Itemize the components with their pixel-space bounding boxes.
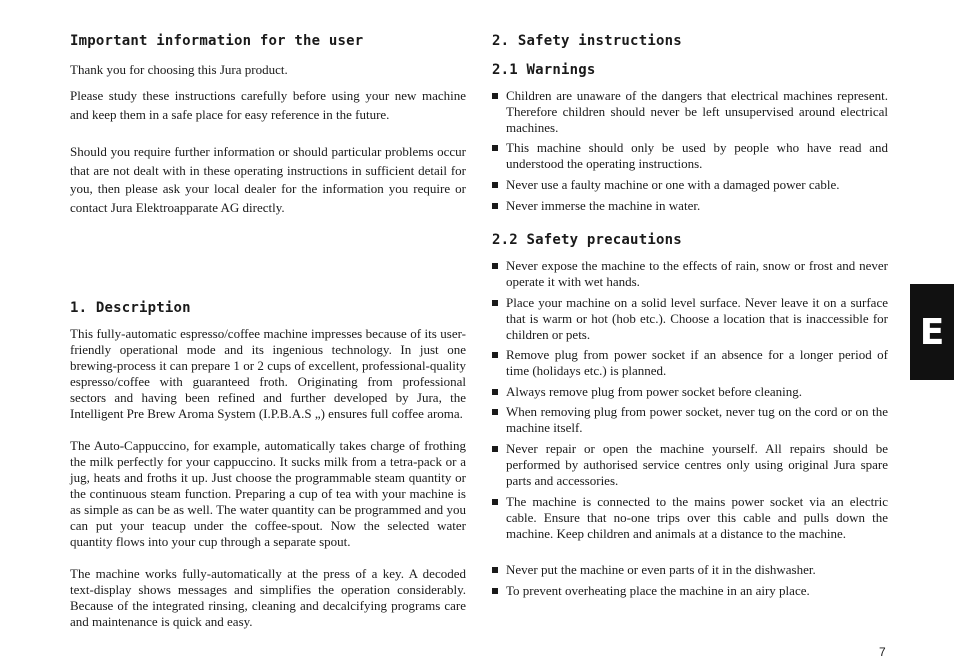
list-item: Never immerse the machine in water. xyxy=(492,198,888,214)
list-item: Never use a faulty machine or one with a damaged power cable. xyxy=(492,177,888,193)
description-paragraph-1: This fully-automatic espresso/coffee machine impresses because of its user-friendly operational mode and its ingenious technology. In just one brewing-process it can prepare 1 or 2 cups of excellent, professional-quality espresso/coffee with guaranteed froth. Originating from professional sectors and having been refined and further developed by Jura, the Intelligent Pre Brew Aroma System (I.P.B.A.S „) ensures full coffee aroma. xyxy=(70,326,466,421)
language-tab-e: E xyxy=(910,284,954,380)
square-bullet-icon xyxy=(492,352,498,358)
square-bullet-icon xyxy=(492,182,498,188)
thanks-paragraph: Thank you for choosing this Jura product. xyxy=(70,62,288,77)
list-item: Never repair or open the machine yourself. All repairs should be performed by authorised service centres only using original Jura spare parts and accessories. xyxy=(492,441,888,489)
square-bullet-icon xyxy=(492,499,498,505)
list-item: Place your machine on a solid level surface. Never leave it on a surface that is warm or hot (hob etc.). Choose a location that is inaccessible for children or pets. xyxy=(492,295,888,343)
square-bullet-icon xyxy=(492,203,498,209)
square-bullet-icon xyxy=(492,588,498,594)
description-paragraph-2: The Auto-Cappuccino, for example, automatically takes charge of frothing the milk perfectly for your cappuccino. It sucks milk from a tetra-pack or a jug, heats and froths it up. Just choose the programmable steam quantity or the continuous steam function. Preparing a cup of tea with your machine is as simple as can be as well. The water quantity can be programmed and you can put your teacup under the coffee-spout. Now the selected water quantity flows into your cup through a separate spout. xyxy=(70,438,466,549)
square-bullet-icon xyxy=(492,93,498,99)
heading-safety-precautions: 2.2 Safety precautions xyxy=(492,232,682,248)
further-info-paragraph: Should you require further information or should particular problems occur that are not dealt with in these operating instructions in sufficient detail for you, then please ask your local dealer for the information you require or contact Jura Elektroapparate AG directly. xyxy=(70,144,466,215)
heading-warnings: 2.1 Warnings xyxy=(492,62,596,78)
description-paragraph-3: The machine works fully-automatically at the press of a key. A decoded text-display shows messages and simplifies the operation considerably. Because of the integrated rinsing, cleaning and decalcifying programs care and maintenance is quick and easy. xyxy=(70,566,466,629)
list-item: Always remove plug from power socket before cleaning. xyxy=(492,384,888,400)
heading-safety-instructions: 2. Safety instructions xyxy=(492,33,682,49)
square-bullet-icon xyxy=(492,145,498,151)
list-item: The machine is connected to the mains power socket via an electric cable. Ensure that no-one trips over this cable and pulls down the machine. Keep children and animals at a distance to the machine. xyxy=(492,494,888,542)
heading-important-information: Important information for the user xyxy=(70,33,364,49)
list-item: To prevent overheating place the machine in an airy place. xyxy=(492,583,888,599)
list-item: When removing plug from power socket, never tug on the cord or on the machine itself. xyxy=(492,404,888,436)
list-item: Remove plug from power socket if an absence for a longer period of time (holidays etc.) is planned. xyxy=(492,347,888,379)
page-number: 7 xyxy=(879,645,886,659)
square-bullet-icon xyxy=(492,389,498,395)
list-item: This machine should only be used by people who have read and understood the operating instructions. xyxy=(492,140,888,172)
square-bullet-icon xyxy=(492,446,498,452)
list-item: Never expose the machine to the effects of rain, snow or frost and never operate it with wet hands. xyxy=(492,258,888,290)
square-bullet-icon xyxy=(492,409,498,415)
square-bullet-icon xyxy=(492,567,498,573)
square-bullet-icon xyxy=(492,300,498,306)
list-item: Never put the machine or even parts of it in the dishwasher. xyxy=(492,562,888,578)
list-item: Children are unaware of the dangers that electrical machines represent. Therefore children should never be left unsupervised around electrical machines. xyxy=(492,88,888,136)
square-bullet-icon xyxy=(492,263,498,269)
study-paragraph: Please study these instructions carefully before using your new machine and keep them in a safe place for easy reference in the future. xyxy=(70,88,466,122)
heading-description: 1. Description xyxy=(70,300,191,316)
